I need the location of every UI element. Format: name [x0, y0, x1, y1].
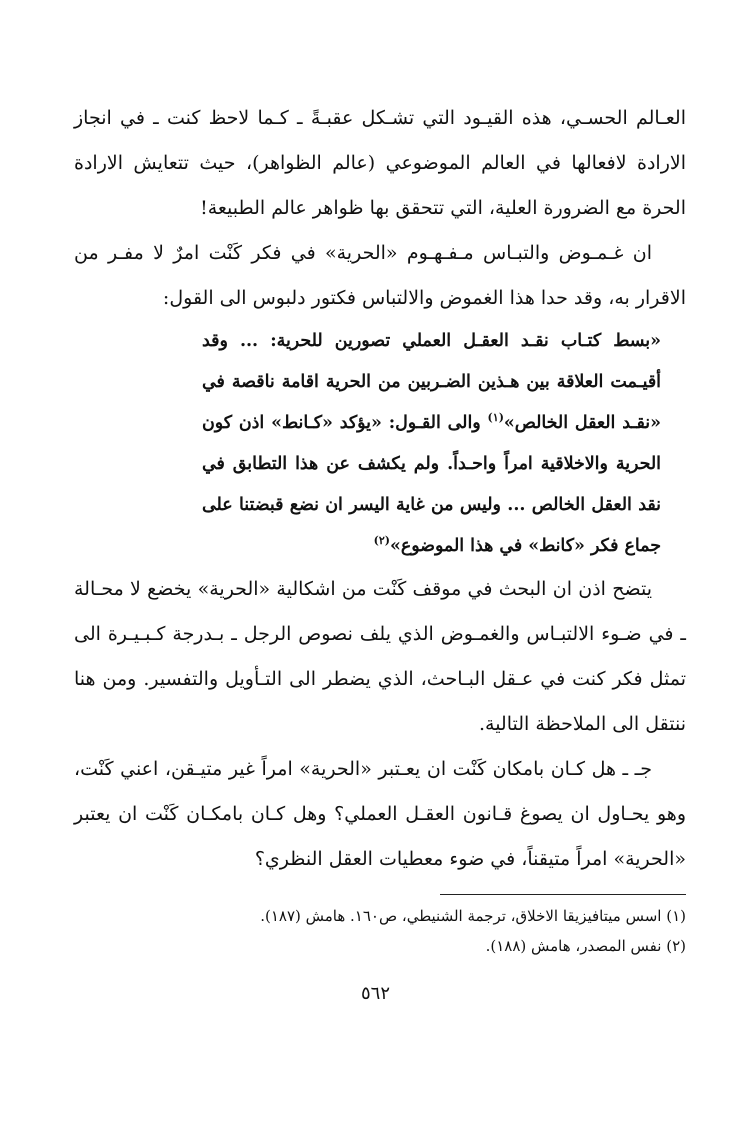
- block-quote: [74, 321, 686, 567]
- page-number: ٥٦٢: [360, 983, 390, 1004]
- footnote-ref-2: (٢): [373, 534, 390, 548]
- quote-part-1: «بسط كتـاب نقـد العقـل العملي تصورين للحرية: ... وقد أقيـمت العلاقة بين هـذين الضـربين من الحرية اقامة ناقصة في «نقـد العقل الخالص»: [202, 331, 661, 433]
- page-body: [74, 96, 686, 961]
- paragraph-1: العـالم الحسـي، هذه القيـود التي تشـكل عقبـةً ـ كـما لاحظ كنت ـ في انجاز الارادة لافعالها في العالم الموضوعي (عالم الظواهر)، حيث تتعايش الارادة الحرة مع الضرورة العلية، التي تتحقق بها ظواهر عالم الطبيعة!: [74, 107, 686, 219]
- footnote-ref-1: (١): [487, 411, 504, 425]
- footnote-divider: [440, 894, 686, 895]
- paragraph-2: ان غـمـوض والتبـاس مـفـهـوم «الحرية» في فكر كَنْت امرٌ لا مفـر من الاقرار به، وقد حدا هذا الغموض والالتباس فكتور دلبوس الى القول:: [74, 242, 686, 309]
- paragraph-3: يتضح اذن ان البحث في موقف كَنْت من اشكالية «الحرية» يخضع لا محـالة ـ في ضـوء الالتبـاس والغمـوض الذي يلف نصوص الرجل ـ بـدرجة كـبـيـرة الى تمثل فكر كنت في عـقل البـاحث، الذي يضطر الى التـأويل والتفسير. ومن هنا ننتقل الى الملاحظة التالية.: [74, 578, 686, 735]
- paragraph-4: جـ ـ هل كـان بامكان كَنْت ان يعـتبر «الحرية» امراً غير متيـقن، اعني كَنْت، وهو يحـاول ان يصوغ قـانون العقـل العملي؟ وهل كـان بامكـان كَنْت ان يعتبر «الحرية» امراً متيقناً، في ضوء معطيات العقل النظري؟: [74, 758, 686, 870]
- footnote-1: (١) اسس ميتافيزيقا الاخلاق، ترجمة الشنيطي، ص١٦٠. هامش (١٨٧).: [260, 907, 686, 925]
- quote-part-2: والى القـول: «يؤكد «كـانط» اذن كون الحرية والاخلاقية امراً واحـداً. ولم يكشف عن هذا التطابق في نقد العقل الخالص ... وليس من غاية اليسر ان نضع قبضتنا على جماع فكر «كانط» في هذا الموضوع»: [202, 413, 661, 556]
- footnote-2: (٢) نفس المصدر، هامش (١٨٨).: [485, 937, 686, 955]
